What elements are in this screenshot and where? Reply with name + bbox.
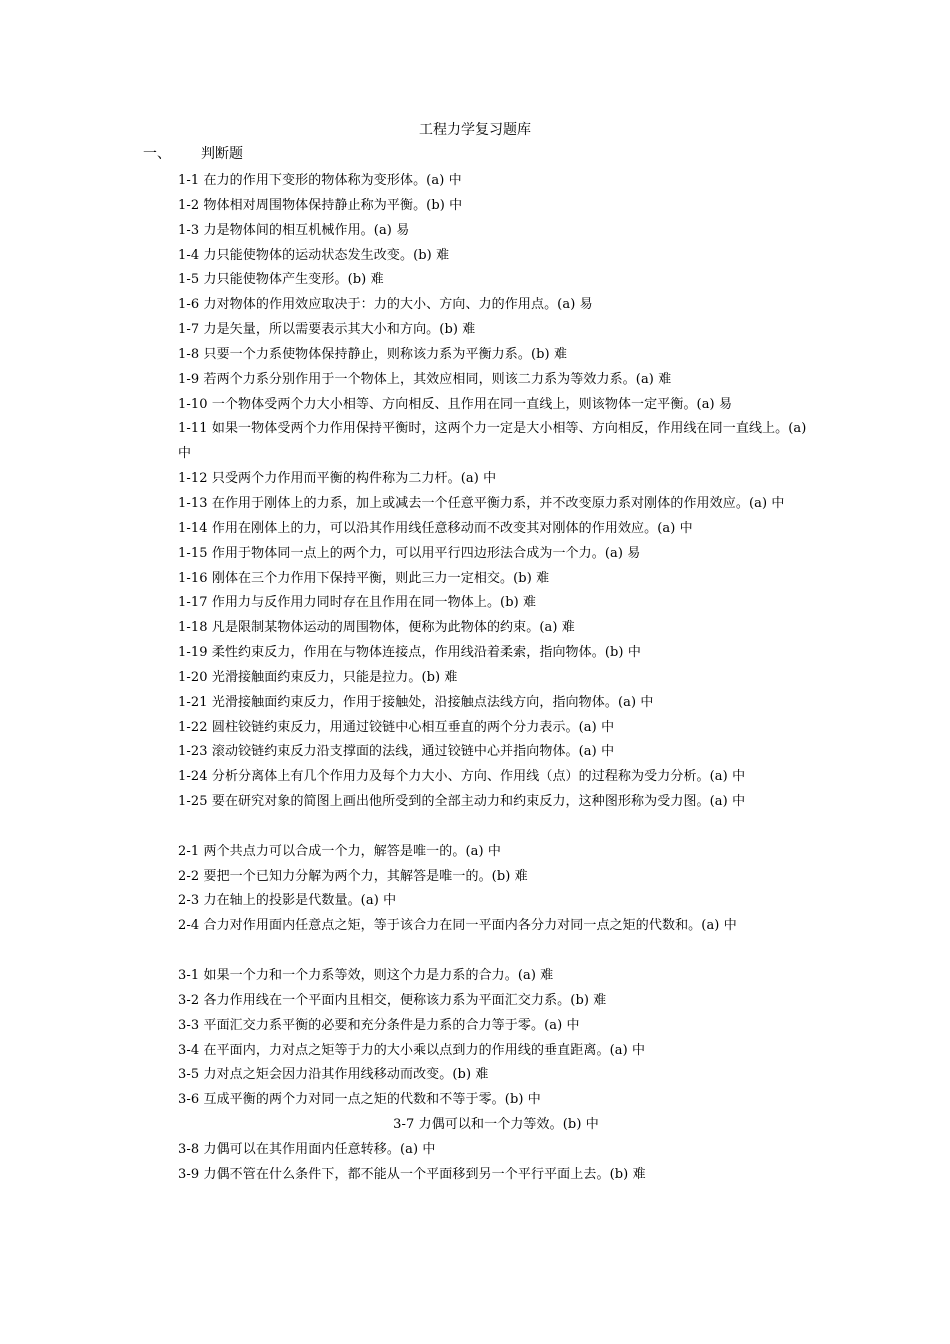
- question-item: 3-6 互成平衡的两个力对同一点之矩的代数和不等于零。(b) 中: [178, 1092, 541, 1108]
- question-item: 1-12 只受两个力作用而平衡的构件称为二力杆。(a) 中: [178, 471, 497, 487]
- question-item: 1-21 光滑接触面约束反力，作用于接触处，沿接触点法线方向，指向物体。(a) 中: [178, 694, 654, 710]
- question-item: 3-5 力对点之矩会因力沿其作用线移动而改变。(b) 难: [178, 1067, 489, 1083]
- question-item: 1-5 力只能使物体产生变形。(b) 难: [178, 272, 384, 288]
- question-item: 1-15 作用于物体同一点上的两个力，可以用平行四边形法合成为一个力。(a) 易: [178, 545, 641, 561]
- question-list: [178, 169, 814, 1188]
- question-item: 3-8 力偶可以在其作用面内任意转移。(a) 中: [178, 1141, 436, 1157]
- question-item: 2-2 要把一个已知力分解为两个力，其解答是唯一的。(b) 难: [178, 868, 528, 884]
- question-item: 1-25 要在研究对象的简图上画出他所受到的全部主动力和约束反力，这种图形称为受力图。(a) 中: [178, 794, 746, 810]
- question-item: 1-22 圆柱铰链约束反力，用通过铰链中心相互垂直的两个分力表示。(a) 中: [178, 719, 615, 735]
- question-item: 3-7 力偶可以和一个力等效。(b) 中: [393, 1117, 599, 1133]
- question-item: 1-23 滚动铰链约束反力沿支撑面的法线，通过铰链中心并指向物体。(a) 中: [178, 744, 615, 760]
- question-item: 1-13 在作用于刚体上的力系，加上或减去一个任意平衡力系，并不改变原力系对刚体的作用效应。(a) 中: [178, 495, 785, 511]
- question-item: 2-1 两个共点力可以合成一个力，解答是唯一的。(a) 中: [178, 843, 501, 859]
- question-item: 1-20 光滑接触面约束反力，只能是拉力。(b) 难: [178, 669, 458, 685]
- question-item: 3-3 平面汇交力系平衡的必要和充分条件是力系的合力等于零。(a) 中: [178, 1017, 580, 1033]
- question-item: 1-24 分析分离体上有几个作用力及每个力大小、方向、作用线（点）的过程称为受力分析。(a) 中: [178, 769, 746, 785]
- question-item: 3-1 如果一个力和一个力系等效，则这个力是力系的合力。(a) 难: [178, 968, 554, 983]
- question-item: 2-3 力在轴上的投影是代数量。(a) 中: [178, 893, 397, 909]
- question-item: 1-19 柔性约束反力，作用在与物体连接点，作用线沿着柔索，指向物体。(b) 中: [178, 645, 641, 661]
- question-item: 1-4 力只能使物体的运动状态发生改变。(b) 难: [178, 247, 450, 263]
- question-item: 1-11 如果一物体受两个力作用保持平衡时，这两个力一定是大小相等、方向相反，作用线在同一直线上。(a) 中: [178, 421, 807, 462]
- question-item: 1-6 力对物体的作用效应取决于：力的大小、方向、力的作用点。(a) 易: [178, 297, 593, 313]
- question-item: 1-14 作用在刚体上的力，可以沿其作用线任意移动而不改变其对刚体的作用效应。(a) 中: [178, 520, 693, 536]
- question-item: 1-16 刚体在三个力作用下保持平衡，则此三力一定相交。(b) 难: [178, 570, 550, 586]
- document-title: 工程力学复习题库: [419, 122, 531, 138]
- question-item: 1-3 力是物体间的相互机械作用。(a) 易: [178, 222, 410, 238]
- question-item: 1-9 若两个力系分别作用于一个物体上，其效应相同，则该二力系为等效力系。(a) 难: [178, 371, 672, 387]
- question-item: 1-17 作用力与反作用力同时存在且作用在同一物体上。(b) 难: [178, 595, 537, 611]
- question-item: 3-9 力偶不管在什么条件下，都不能从一个平面移到另一个平行平面上去。(b) 难: [178, 1166, 646, 1182]
- question-item: 2-4 合力对作用面内任意点之矩，等于该合力在同一平面内各分力对同一点之矩的代数和。(a) 中: [178, 918, 737, 934]
- section-title: 判断题: [201, 146, 243, 162]
- question-item: 3-4 在平面内，力对点之矩等于力的大小乘以点到力的作用线的垂直距离。(a) 中: [178, 1042, 646, 1058]
- group-spacer: [178, 939, 814, 964]
- question-item: 1-18 凡是限制某物体运动的周围物体，便称为此物体的约束。(a) 难: [178, 620, 575, 636]
- question-item: 3-2 各力作用线在一个平面内且相交，便称该力系为平面汇交力系。(b) 难: [178, 992, 607, 1008]
- question-item: 1-8 只要一个力系使物体保持静止，则称该力系为平衡力系。(b) 难: [178, 346, 568, 362]
- group-spacer: [178, 815, 814, 840]
- question-item: 1-7 力是矢量，所以需要表示其大小和方向。(b) 难: [178, 322, 476, 338]
- question-item: 1-1 在力的作用下变形的物体称为变形体。(a) 中: [178, 173, 462, 188]
- question-item: 1-10 一个物体受两个力大小相等、方向相反、且作用在同一直线上，则该物体一定平衡。(a) 易: [178, 396, 733, 412]
- question-item: 1-2 物体相对周围物体保持静止称为平衡。(b) 中: [178, 197, 463, 213]
- section-heading: [143, 144, 243, 164]
- section-number: 一、: [143, 146, 171, 162]
